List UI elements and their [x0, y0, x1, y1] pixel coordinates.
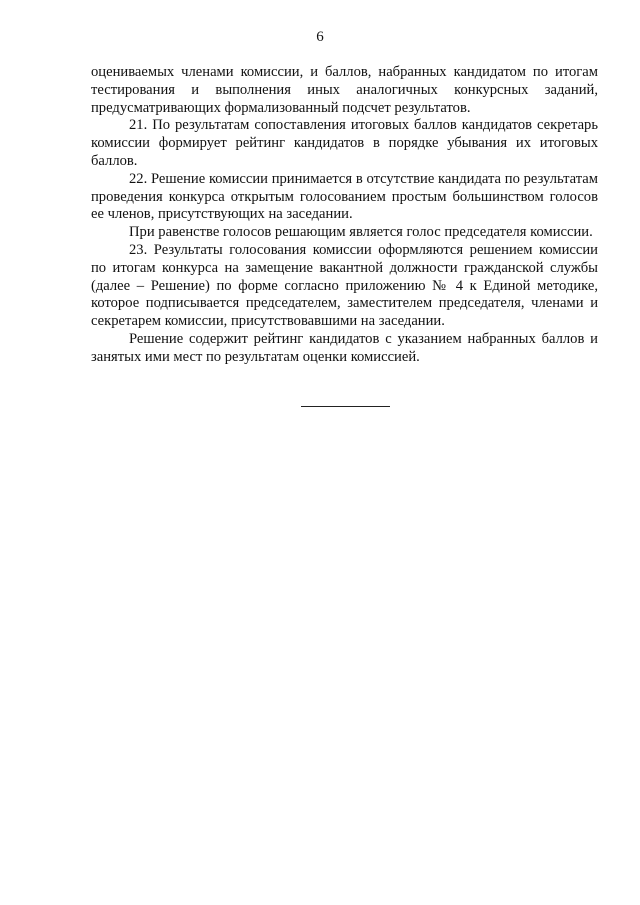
- paragraph-decision-rating: Решение содержит рейтинг кандидатов с указанием набранных баллов и занятых ими мест по результатам оценки комиссией.: [91, 330, 598, 365]
- paragraph-continuation: оцениваемых членами комиссии, и баллов, набранных кандидатом по итогам тестирования и выполнения иных аналогичных конкурсных заданий, предусматривающих формализованный подсчет результатов.: [91, 64, 598, 116]
- page-number: 6: [316, 29, 324, 45]
- paragraph-item-22: 22. Решение комиссии принимается в отсутствие кандидата по результатам проведения конкурса открытым голосованием простым большинством голосов ее членов, присутствующих на заседании.: [91, 170, 598, 223]
- paragraph-item-21: 21. По результатам сопоставления итоговых баллов кандидатов секретарь комиссии формирует рейтинг кандидатов в порядке убывания их итоговых баллов.: [91, 117, 598, 169]
- document-body: [91, 64, 598, 367]
- paragraph-item-23: 23. Результаты голосования комиссии оформляются решением комиссии по итогам конкурса на замещение вакантной должности гражданской службы (далее – Решение) по форме согласно приложению № 4 к Единой методике, которое подписывается председателем, заместителем председателя, членами и секретарем комиссии, присутствовавшими на заседании.: [91, 241, 598, 330]
- paragraph-tie-vote: При равенстве голосов решающим является голос председателя комиссии.: [129, 224, 593, 241]
- end-divider-line: [301, 406, 390, 407]
